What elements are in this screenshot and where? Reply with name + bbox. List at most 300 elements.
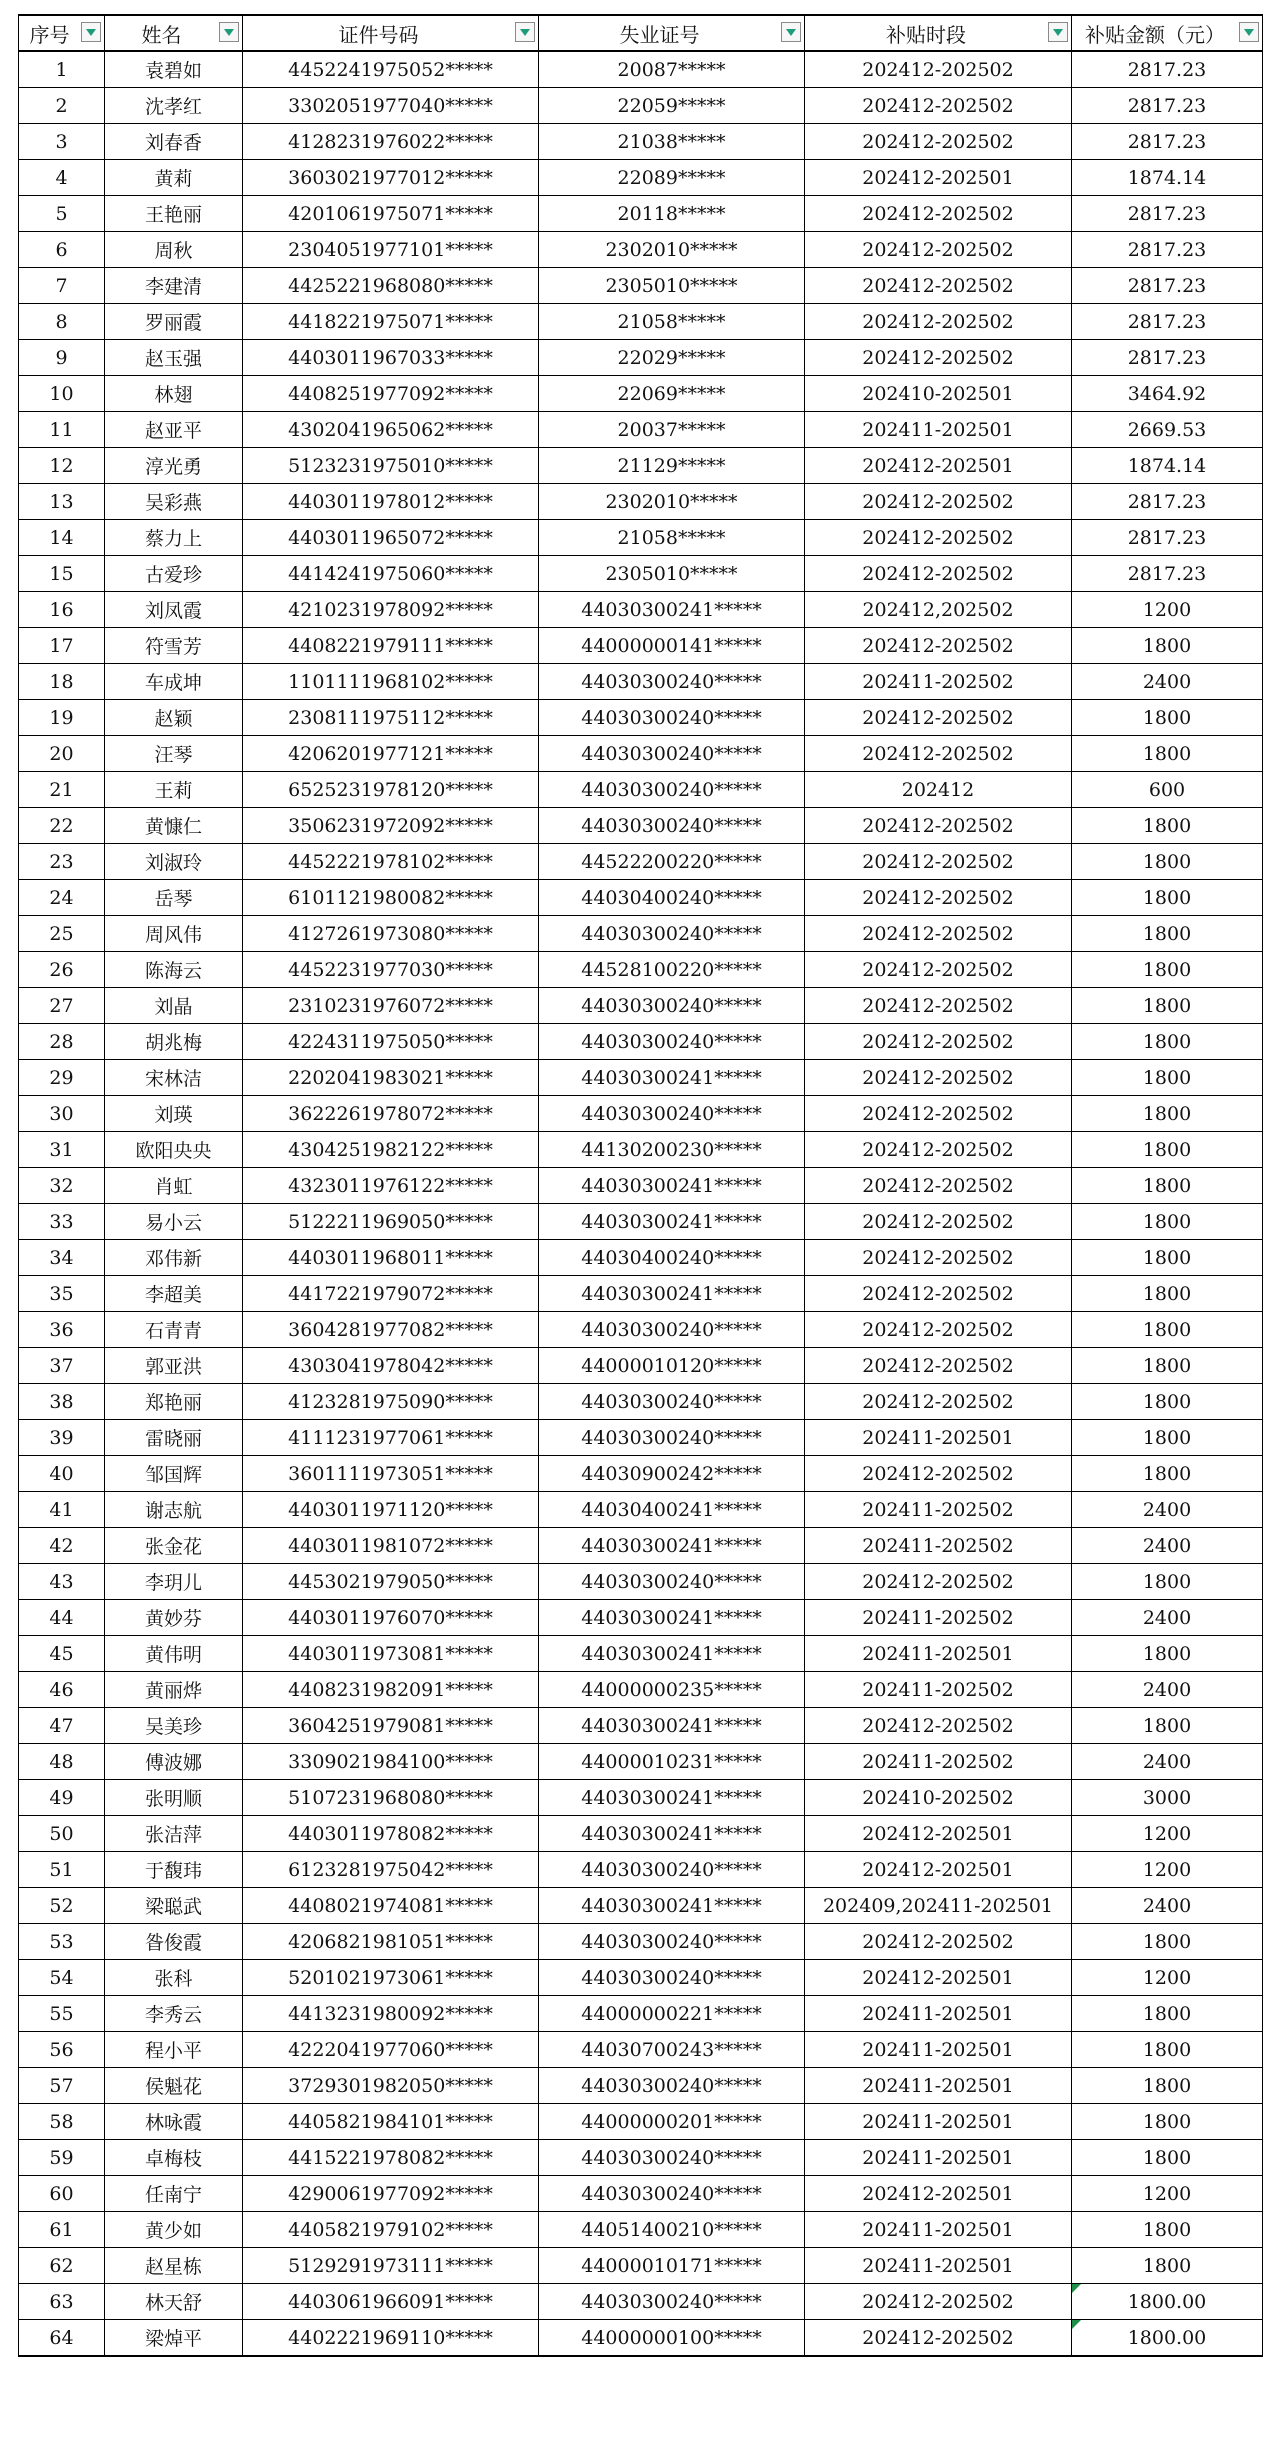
name-cell[interactable]: 刘淑玲 [105, 844, 243, 880]
id-number-cell[interactable]: 2202041983021***** [243, 1060, 539, 1096]
unemployment-cert-cell[interactable]: 44030400241***** [539, 1492, 805, 1528]
subsidy-amount-cell[interactable]: 1800 [1072, 880, 1263, 916]
unemployment-cert-cell[interactable]: 44030300240***** [539, 916, 805, 952]
name-cell[interactable]: 蔡力上 [105, 520, 243, 556]
subsidy-period-cell[interactable]: 202410-202501 [805, 376, 1072, 412]
row-number-cell[interactable]: 32 [19, 1168, 105, 1204]
unemployment-cert-cell[interactable]: 44030300240***** [539, 2140, 805, 2176]
id-number-cell[interactable]: 6123281975042***** [243, 1852, 539, 1888]
unemployment-cert-cell[interactable]: 44030300241***** [539, 1060, 805, 1096]
id-number-cell[interactable]: 4201061975071***** [243, 196, 539, 232]
subsidy-amount-cell[interactable]: 2817.23 [1072, 124, 1263, 160]
row-number-cell[interactable]: 37 [19, 1348, 105, 1384]
subsidy-period-cell[interactable]: 202412-202502 [805, 1456, 1072, 1492]
name-cell[interactable]: 古爱珍 [105, 556, 243, 592]
id-number-cell[interactable]: 4206201977121***** [243, 736, 539, 772]
subsidy-amount-cell[interactable]: 2400 [1072, 1600, 1263, 1636]
row-number-cell[interactable]: 60 [19, 2176, 105, 2212]
name-cell[interactable]: 刘凤霞 [105, 592, 243, 628]
row-number-cell[interactable]: 35 [19, 1276, 105, 1312]
name-cell[interactable]: 郭亚洪 [105, 1348, 243, 1384]
name-cell[interactable]: 黄丽烨 [105, 1672, 243, 1708]
row-number-cell[interactable]: 7 [19, 268, 105, 304]
name-cell[interactable]: 黄伟明 [105, 1636, 243, 1672]
subsidy-amount-cell[interactable]: 1800 [1072, 1168, 1263, 1204]
name-cell[interactable]: 岳琴 [105, 880, 243, 916]
id-number-cell[interactable]: 4408231982091***** [243, 1672, 539, 1708]
unemployment-cert-cell[interactable]: 44130200230***** [539, 1132, 805, 1168]
subsidy-amount-cell[interactable]: 2817.23 [1072, 232, 1263, 268]
id-number-cell[interactable]: 4417221979072***** [243, 1276, 539, 1312]
subsidy-amount-cell[interactable]: 1800 [1072, 2248, 1263, 2284]
subsidy-period-cell[interactable]: 202412-202502 [805, 952, 1072, 988]
id-number-cell[interactable]: 4403011968011***** [243, 1240, 539, 1276]
name-cell[interactable]: 邓伟新 [105, 1240, 243, 1276]
subsidy-amount-cell[interactable]: 2400 [1072, 664, 1263, 700]
subsidy-period-cell[interactable]: 202411-202501 [805, 2068, 1072, 2104]
unemployment-cert-cell[interactable]: 44030900242***** [539, 1456, 805, 1492]
subsidy-amount-cell[interactable]: 1800 [1072, 1636, 1263, 1672]
row-number-cell[interactable]: 38 [19, 1384, 105, 1420]
unemployment-cert-cell[interactable]: 44030300240***** [539, 664, 805, 700]
subsidy-period-cell[interactable]: 202412-202502 [805, 484, 1072, 520]
filter-dropdown-icon[interactable] [219, 22, 239, 42]
name-cell[interactable]: 车成坤 [105, 664, 243, 700]
id-number-cell[interactable]: 3622261978072***** [243, 1096, 539, 1132]
row-number-cell[interactable]: 2 [19, 88, 105, 124]
row-number-cell[interactable]: 22 [19, 808, 105, 844]
name-cell[interactable]: 符雪芳 [105, 628, 243, 664]
row-number-cell[interactable]: 64 [19, 2320, 105, 2357]
filter-dropdown-icon[interactable] [1239, 22, 1259, 42]
id-number-cell[interactable]: 4402221969110***** [243, 2320, 539, 2357]
id-number-cell[interactable]: 3604251979081***** [243, 1708, 539, 1744]
id-number-cell[interactable]: 4210231978092***** [243, 592, 539, 628]
row-number-cell[interactable]: 24 [19, 880, 105, 916]
name-cell[interactable]: 肖虹 [105, 1168, 243, 1204]
subsidy-period-cell[interactable]: 202412-202502 [805, 1312, 1072, 1348]
name-cell[interactable]: 傅波娜 [105, 1744, 243, 1780]
subsidy-period-cell[interactable]: 202410-202502 [805, 1780, 1072, 1816]
name-cell[interactable]: 袁碧如 [105, 51, 243, 88]
row-number-cell[interactable]: 11 [19, 412, 105, 448]
unemployment-cert-cell[interactable]: 44000000100***** [539, 2320, 805, 2357]
subsidy-period-cell[interactable]: 202412-202501 [805, 1960, 1072, 1996]
row-number-cell[interactable]: 10 [19, 376, 105, 412]
name-cell[interactable]: 程小平 [105, 2032, 243, 2068]
subsidy-amount-cell[interactable]: 2817.23 [1072, 520, 1263, 556]
unemployment-cert-cell[interactable]: 44030300241***** [539, 1204, 805, 1240]
subsidy-period-cell[interactable]: 202412-202502 [805, 2320, 1072, 2357]
id-number-cell[interactable]: 6525231978120***** [243, 772, 539, 808]
unemployment-cert-cell[interactable]: 44030300240***** [539, 1024, 805, 1060]
unemployment-cert-cell[interactable]: 44051400210***** [539, 2212, 805, 2248]
unemployment-cert-cell[interactable]: 44030300240***** [539, 1924, 805, 1960]
id-number-cell[interactable]: 4452221978102***** [243, 844, 539, 880]
id-number-cell[interactable]: 3603021977012***** [243, 160, 539, 196]
row-number-cell[interactable]: 23 [19, 844, 105, 880]
subsidy-amount-cell[interactable]: 1800 [1072, 1924, 1263, 1960]
name-cell[interactable]: 赵亚平 [105, 412, 243, 448]
unemployment-cert-cell[interactable]: 44030300240***** [539, 1312, 805, 1348]
filter-dropdown-icon[interactable] [81, 22, 101, 42]
name-cell[interactable]: 李玥儿 [105, 1564, 243, 1600]
unemployment-cert-cell[interactable]: 44030300240***** [539, 2176, 805, 2212]
id-number-cell[interactable]: 4418221975071***** [243, 304, 539, 340]
subsidy-amount-cell[interactable]: 1874.14 [1072, 160, 1263, 196]
unemployment-cert-cell[interactable]: 44030300240***** [539, 772, 805, 808]
unemployment-cert-cell[interactable]: 44030300240***** [539, 700, 805, 736]
subsidy-amount-cell[interactable]: 600 [1072, 772, 1263, 808]
row-number-cell[interactable]: 46 [19, 1672, 105, 1708]
unemployment-cert-cell[interactable]: 44000010231***** [539, 1744, 805, 1780]
subsidy-period-cell[interactable]: 202412-202501 [805, 448, 1072, 484]
subsidy-amount-cell[interactable]: 1800 [1072, 808, 1263, 844]
row-number-cell[interactable]: 53 [19, 1924, 105, 1960]
id-number-cell[interactable]: 5201021973061***** [243, 1960, 539, 1996]
subsidy-amount-cell[interactable]: 1800 [1072, 1060, 1263, 1096]
unemployment-cert-cell[interactable]: 44030300240***** [539, 988, 805, 1024]
subsidy-amount-cell[interactable]: 2400 [1072, 1492, 1263, 1528]
subsidy-period-cell[interactable]: 202409,202411-202501 [805, 1888, 1072, 1924]
subsidy-period-cell[interactable]: 202412-202501 [805, 1816, 1072, 1852]
subsidy-period-cell[interactable]: 202412-202502 [805, 916, 1072, 952]
unemployment-cert-cell[interactable]: 44030400240***** [539, 1240, 805, 1276]
name-cell[interactable]: 侯魁花 [105, 2068, 243, 2104]
id-number-cell[interactable]: 4403011976070***** [243, 1600, 539, 1636]
subsidy-period-cell[interactable]: 202412-202502 [805, 1132, 1072, 1168]
id-number-cell[interactable]: 5123231975010***** [243, 448, 539, 484]
subsidy-amount-cell[interactable]: 1800 [1072, 2068, 1263, 2104]
subsidy-period-cell[interactable]: 202411-202502 [805, 664, 1072, 700]
id-number-cell[interactable]: 3601111973051***** [243, 1456, 539, 1492]
subsidy-period-cell[interactable]: 202412,202502 [805, 592, 1072, 628]
id-number-cell[interactable]: 4414241975060***** [243, 556, 539, 592]
id-number-cell[interactable]: 4408021974081***** [243, 1888, 539, 1924]
subsidy-period-cell[interactable]: 202411-202501 [805, 2248, 1072, 2284]
subsidy-amount-cell[interactable]: 1800 [1072, 952, 1263, 988]
unemployment-cert-cell[interactable]: 44030300240***** [539, 2284, 805, 2320]
id-number-cell[interactable]: 4111231977061***** [243, 1420, 539, 1456]
unemployment-cert-cell[interactable]: 44000000141***** [539, 628, 805, 664]
name-cell[interactable]: 谢志航 [105, 1492, 243, 1528]
id-number-cell[interactable]: 4403011971120***** [243, 1492, 539, 1528]
id-number-cell[interactable]: 5122211969050***** [243, 1204, 539, 1240]
id-number-cell[interactable]: 4403011978012***** [243, 484, 539, 520]
subsidy-amount-cell[interactable]: 2400 [1072, 1888, 1263, 1924]
row-number-cell[interactable]: 17 [19, 628, 105, 664]
subsidy-amount-cell[interactable]: 1200 [1072, 2176, 1263, 2212]
id-number-cell[interactable]: 4403011967033***** [243, 340, 539, 376]
subsidy-period-cell[interactable]: 202412-202502 [805, 51, 1072, 88]
name-cell[interactable]: 胡兆梅 [105, 1024, 243, 1060]
name-cell[interactable]: 赵玉强 [105, 340, 243, 376]
id-number-cell[interactable]: 4415221978082***** [243, 2140, 539, 2176]
row-number-cell[interactable]: 9 [19, 340, 105, 376]
subsidy-amount-cell[interactable]: 2817.23 [1072, 51, 1263, 88]
subsidy-amount-cell[interactable]: 3000 [1072, 1780, 1263, 1816]
id-number-cell[interactable]: 2304051977101***** [243, 232, 539, 268]
id-number-cell[interactable]: 6101121980082***** [243, 880, 539, 916]
row-number-cell[interactable]: 56 [19, 2032, 105, 2068]
subsidy-amount-cell[interactable]: 1800 [1072, 628, 1263, 664]
subsidy-period-cell[interactable]: 202412-202501 [805, 160, 1072, 196]
subsidy-period-cell[interactable]: 202411-202501 [805, 2140, 1072, 2176]
unemployment-cert-cell[interactable]: 2305010***** [539, 268, 805, 304]
unemployment-cert-cell[interactable]: 21129***** [539, 448, 805, 484]
name-cell[interactable]: 沈孝红 [105, 88, 243, 124]
id-number-cell[interactable]: 4413231980092***** [243, 1996, 539, 2032]
name-cell[interactable]: 宋林洁 [105, 1060, 243, 1096]
row-number-cell[interactable]: 1 [19, 51, 105, 88]
subsidy-amount-cell[interactable]: 2400 [1072, 1672, 1263, 1708]
unemployment-cert-cell[interactable]: 44000010171***** [539, 2248, 805, 2284]
row-number-cell[interactable]: 40 [19, 1456, 105, 1492]
name-cell[interactable]: 李超美 [105, 1276, 243, 1312]
subsidy-period-cell[interactable]: 202412-202502 [805, 628, 1072, 664]
subsidy-period-cell[interactable]: 202411-202501 [805, 1420, 1072, 1456]
row-number-cell[interactable]: 51 [19, 1852, 105, 1888]
subsidy-amount-cell[interactable]: 1800 [1072, 1204, 1263, 1240]
subsidy-period-cell[interactable]: 202412-202502 [805, 520, 1072, 556]
subsidy-period-cell[interactable]: 202411-202501 [805, 1996, 1072, 2032]
id-number-cell[interactable]: 4290061977092***** [243, 2176, 539, 2212]
row-number-cell[interactable]: 36 [19, 1312, 105, 1348]
name-cell[interactable]: 任南宁 [105, 2176, 243, 2212]
unemployment-cert-cell[interactable]: 44030400240***** [539, 880, 805, 916]
subsidy-period-cell[interactable]: 202412-202501 [805, 2176, 1072, 2212]
name-cell[interactable]: 林咏霞 [105, 2104, 243, 2140]
subsidy-amount-cell[interactable]: 1800 [1072, 1348, 1263, 1384]
id-number-cell[interactable]: 5107231968080***** [243, 1780, 539, 1816]
row-number-cell[interactable]: 6 [19, 232, 105, 268]
row-number-cell[interactable]: 61 [19, 2212, 105, 2248]
id-number-cell[interactable]: 4403061966091***** [243, 2284, 539, 2320]
name-cell[interactable]: 吴彩燕 [105, 484, 243, 520]
subsidy-amount-cell[interactable]: 1800 [1072, 2212, 1263, 2248]
id-number-cell[interactable]: 3506231972092***** [243, 808, 539, 844]
filter-dropdown-icon[interactable] [1048, 22, 1068, 42]
name-cell[interactable]: 郑艳丽 [105, 1384, 243, 1420]
unemployment-cert-cell[interactable]: 44000010120***** [539, 1348, 805, 1384]
row-number-cell[interactable]: 59 [19, 2140, 105, 2176]
subsidy-amount-cell[interactable]: 2817.23 [1072, 268, 1263, 304]
unemployment-cert-cell[interactable]: 22069***** [539, 376, 805, 412]
row-number-cell[interactable]: 18 [19, 664, 105, 700]
unemployment-cert-cell[interactable]: 20118***** [539, 196, 805, 232]
name-cell[interactable]: 刘晶 [105, 988, 243, 1024]
name-cell[interactable]: 林天舒 [105, 2284, 243, 2320]
id-number-cell[interactable]: 4452241975052***** [243, 51, 539, 88]
unemployment-cert-cell[interactable]: 44000000201***** [539, 2104, 805, 2140]
subsidy-period-cell[interactable]: 202412-202502 [805, 1276, 1072, 1312]
row-number-cell[interactable]: 54 [19, 1960, 105, 1996]
name-cell[interactable]: 罗丽霞 [105, 304, 243, 340]
unemployment-cert-cell[interactable]: 44030300240***** [539, 1096, 805, 1132]
id-number-cell[interactable]: 3729301982050***** [243, 2068, 539, 2104]
unemployment-cert-cell[interactable]: 44522200220***** [539, 844, 805, 880]
subsidy-amount-cell[interactable]: 1800 [1072, 1996, 1263, 2032]
subsidy-amount-cell[interactable]: 1200 [1072, 1960, 1263, 1996]
unemployment-cert-cell[interactable]: 44528100220***** [539, 952, 805, 988]
subsidy-period-cell[interactable]: 202412-202502 [805, 1204, 1072, 1240]
name-cell[interactable]: 王艳丽 [105, 196, 243, 232]
subsidy-amount-cell[interactable]: 1800 [1072, 1456, 1263, 1492]
subsidy-period-cell[interactable]: 202412-202502 [805, 880, 1072, 916]
row-number-cell[interactable]: 14 [19, 520, 105, 556]
unemployment-cert-cell[interactable]: 22059***** [539, 88, 805, 124]
name-cell[interactable]: 王莉 [105, 772, 243, 808]
row-number-cell[interactable]: 13 [19, 484, 105, 520]
subsidy-amount-cell[interactable]: 2400 [1072, 1744, 1263, 1780]
id-number-cell[interactable]: 4128231976022***** [243, 124, 539, 160]
subsidy-amount-cell[interactable]: 1800 [1072, 2140, 1263, 2176]
subsidy-amount-cell[interactable]: 1800 [1072, 700, 1263, 736]
row-number-cell[interactable]: 15 [19, 556, 105, 592]
unemployment-cert-cell[interactable]: 44030300241***** [539, 1888, 805, 1924]
subsidy-period-cell[interactable]: 202412-202502 [805, 2284, 1072, 2320]
name-cell[interactable]: 邹国辉 [105, 1456, 243, 1492]
id-number-cell[interactable]: 1101111968102***** [243, 664, 539, 700]
row-number-cell[interactable]: 31 [19, 1132, 105, 1168]
name-cell[interactable]: 石青青 [105, 1312, 243, 1348]
unemployment-cert-cell[interactable]: 22089***** [539, 160, 805, 196]
row-number-cell[interactable]: 52 [19, 1888, 105, 1924]
unemployment-cert-cell[interactable]: 44030300241***** [539, 1276, 805, 1312]
subsidy-amount-cell[interactable]: 1800 [1072, 1420, 1263, 1456]
name-cell[interactable]: 陈海云 [105, 952, 243, 988]
id-number-cell[interactable]: 4425221968080***** [243, 268, 539, 304]
row-number-cell[interactable]: 47 [19, 1708, 105, 1744]
unemployment-cert-cell[interactable]: 44030300240***** [539, 1420, 805, 1456]
name-cell[interactable]: 刘瑛 [105, 1096, 243, 1132]
id-number-cell[interactable]: 4453021979050***** [243, 1564, 539, 1600]
unemployment-cert-cell[interactable]: 44030300240***** [539, 1852, 805, 1888]
name-cell[interactable]: 黄慷仁 [105, 808, 243, 844]
row-number-cell[interactable]: 20 [19, 736, 105, 772]
unemployment-cert-cell[interactable]: 44030300240***** [539, 1960, 805, 1996]
subsidy-amount-cell[interactable]: 2817.23 [1072, 340, 1263, 376]
id-number-cell[interactable]: 4302041965062***** [243, 412, 539, 448]
unemployment-cert-cell[interactable]: 21038***** [539, 124, 805, 160]
row-number-cell[interactable]: 39 [19, 1420, 105, 1456]
subsidy-period-cell[interactable]: 202412-202502 [805, 1348, 1072, 1384]
subsidy-period-cell[interactable]: 202411-202502 [805, 1528, 1072, 1564]
subsidy-amount-cell[interactable]: 2817.23 [1072, 304, 1263, 340]
subsidy-amount-cell[interactable]: 1800 [1072, 1564, 1263, 1600]
subsidy-period-cell[interactable]: 202412-202502 [805, 700, 1072, 736]
id-number-cell[interactable]: 4452231977030***** [243, 952, 539, 988]
subsidy-period-cell[interactable]: 202412-202502 [805, 1564, 1072, 1600]
row-number-cell[interactable]: 63 [19, 2284, 105, 2320]
subsidy-amount-cell[interactable]: 1800 [1072, 736, 1263, 772]
row-number-cell[interactable]: 44 [19, 1600, 105, 1636]
id-number-cell[interactable]: 4123281975090***** [243, 1384, 539, 1420]
row-number-cell[interactable]: 62 [19, 2248, 105, 2284]
name-cell[interactable]: 黄少如 [105, 2212, 243, 2248]
unemployment-cert-cell[interactable]: 2302010***** [539, 232, 805, 268]
id-number-cell[interactable]: 4222041977060***** [243, 2032, 539, 2068]
unemployment-cert-cell[interactable]: 44030700243***** [539, 2032, 805, 2068]
unemployment-cert-cell[interactable]: 44030300240***** [539, 2068, 805, 2104]
subsidy-period-cell[interactable]: 202412-202502 [805, 1168, 1072, 1204]
id-number-cell[interactable]: 4408251977092***** [243, 376, 539, 412]
subsidy-amount-cell[interactable]: 2400 [1072, 1528, 1263, 1564]
id-number-cell[interactable]: 2308111975112***** [243, 700, 539, 736]
subsidy-period-cell[interactable]: 202412-202502 [805, 1060, 1072, 1096]
subsidy-period-cell[interactable]: 202411-202501 [805, 2104, 1072, 2140]
name-cell[interactable]: 赵颖 [105, 700, 243, 736]
row-number-cell[interactable]: 41 [19, 1492, 105, 1528]
unemployment-cert-cell[interactable]: 44030300241***** [539, 1168, 805, 1204]
name-cell[interactable]: 黄莉 [105, 160, 243, 196]
row-number-cell[interactable]: 45 [19, 1636, 105, 1672]
id-number-cell[interactable]: 4405821984101***** [243, 2104, 539, 2140]
row-number-cell[interactable]: 19 [19, 700, 105, 736]
subsidy-period-cell[interactable]: 202412-202501 [805, 1852, 1072, 1888]
name-cell[interactable]: 于馥玮 [105, 1852, 243, 1888]
subsidy-amount-cell[interactable]: 3464.92 [1072, 376, 1263, 412]
row-number-cell[interactable]: 26 [19, 952, 105, 988]
name-cell[interactable]: 李秀云 [105, 1996, 243, 2032]
unemployment-cert-cell[interactable]: 44030300240***** [539, 1384, 805, 1420]
id-number-cell[interactable]: 4403011973081***** [243, 1636, 539, 1672]
name-cell[interactable]: 赵星栋 [105, 2248, 243, 2284]
subsidy-amount-cell[interactable]: 1800 [1072, 1132, 1263, 1168]
row-number-cell[interactable]: 8 [19, 304, 105, 340]
unemployment-cert-cell[interactable]: 44030300241***** [539, 1636, 805, 1672]
unemployment-cert-cell[interactable]: 21058***** [539, 520, 805, 556]
subsidy-amount-cell[interactable]: 1800 [1072, 1024, 1263, 1060]
name-cell[interactable]: 易小云 [105, 1204, 243, 1240]
subsidy-amount-cell[interactable]: 1800 [1072, 1384, 1263, 1420]
row-number-cell[interactable]: 57 [19, 2068, 105, 2104]
subsidy-period-cell[interactable]: 202412-202502 [805, 1384, 1072, 1420]
name-cell[interactable]: 周风伟 [105, 916, 243, 952]
row-number-cell[interactable]: 25 [19, 916, 105, 952]
subsidy-amount-cell[interactable]: 1200 [1072, 1816, 1263, 1852]
subsidy-period-cell[interactable]: 202412-202502 [805, 196, 1072, 232]
subsidy-period-cell[interactable]: 202411-202501 [805, 2032, 1072, 2068]
subsidy-period-cell[interactable]: 202412-202502 [805, 124, 1072, 160]
name-cell[interactable]: 张明顺 [105, 1780, 243, 1816]
subsidy-amount-cell[interactable]: 1200 [1072, 1852, 1263, 1888]
name-cell[interactable]: 汪琴 [105, 736, 243, 772]
subsidy-period-cell[interactable]: 202411-202501 [805, 1636, 1072, 1672]
unemployment-cert-cell[interactable]: 44030300240***** [539, 736, 805, 772]
subsidy-amount-cell[interactable]: 1800 [1072, 844, 1263, 880]
id-number-cell[interactable]: 4303041978042***** [243, 1348, 539, 1384]
name-cell[interactable]: 刘春香 [105, 124, 243, 160]
subsidy-period-cell[interactable]: 202412-202502 [805, 736, 1072, 772]
id-number-cell[interactable]: 4224311975050***** [243, 1024, 539, 1060]
subsidy-amount-cell[interactable]: 1800 [1072, 916, 1263, 952]
subsidy-period-cell[interactable]: 202411-202502 [805, 1600, 1072, 1636]
unemployment-cert-cell[interactable]: 44030300241***** [539, 1528, 805, 1564]
subsidy-period-cell[interactable]: 202411-202502 [805, 1492, 1072, 1528]
unemployment-cert-cell[interactable]: 44030300241***** [539, 1816, 805, 1852]
id-number-cell[interactable]: 5129291973111***** [243, 2248, 539, 2284]
name-cell[interactable]: 吴美珍 [105, 1708, 243, 1744]
subsidy-period-cell[interactable]: 202411-202502 [805, 1744, 1072, 1780]
row-number-cell[interactable]: 5 [19, 196, 105, 232]
subsidy-period-cell[interactable]: 202412-202502 [805, 1096, 1072, 1132]
subsidy-period-cell[interactable]: 202412-202502 [805, 88, 1072, 124]
name-cell[interactable]: 昝俊霞 [105, 1924, 243, 1960]
id-number-cell[interactable]: 3302051977040***** [243, 88, 539, 124]
subsidy-amount-cell[interactable]: 1800 [1072, 1276, 1263, 1312]
subsidy-amount-cell[interactable]: 2817.23 [1072, 484, 1263, 520]
